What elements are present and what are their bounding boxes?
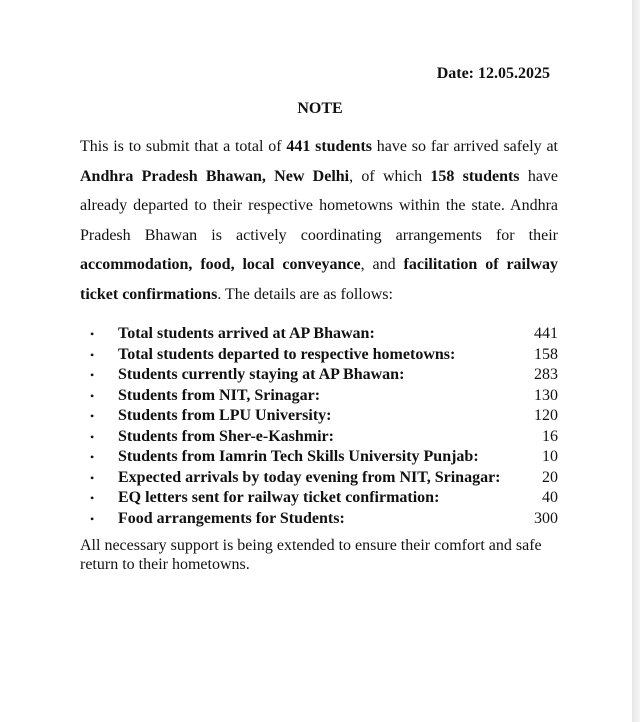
list-item-value: 300 bbox=[534, 509, 558, 527]
intro-text-1: This is to submit that a total of bbox=[80, 138, 287, 155]
bullet-icon: • bbox=[90, 450, 95, 464]
details-list bbox=[90, 324, 558, 529]
intro-bold-arrangements: accommodation, food, local conveyance bbox=[80, 256, 361, 273]
bullet-icon: • bbox=[90, 511, 95, 526]
list-item bbox=[90, 365, 558, 386]
intro-text-5: , and bbox=[360, 256, 404, 273]
intro-paragraph bbox=[80, 132, 558, 309]
intro-bold-railway: facilitation of railway ticket confirmations bbox=[80, 256, 558, 303]
list-item-label: EQ letters sent for railway ticket confirmation: bbox=[118, 489, 440, 506]
list-item bbox=[90, 386, 558, 407]
list-item bbox=[90, 488, 558, 509]
list-item-value: 283 bbox=[534, 366, 558, 383]
bullet-icon: • bbox=[90, 409, 95, 423]
list-item-value: 10 bbox=[542, 448, 558, 465]
list-item-value: 20 bbox=[542, 468, 558, 486]
list-item-label: Students from LPU University: bbox=[118, 407, 332, 424]
closing-paragraph: All necessary support is being extended to ensure their comfort and safe return to their hometowns. bbox=[80, 537, 542, 573]
list-item-value: 16 bbox=[542, 427, 558, 445]
intro-bold-students-departed: 158 students bbox=[430, 167, 520, 185]
list-item-value: 441 bbox=[534, 325, 558, 342]
intro-text-3: , of which bbox=[349, 167, 431, 185]
bullet-icon: • bbox=[90, 368, 95, 382]
document-title: NOTE bbox=[297, 100, 343, 117]
list-item-label: Students currently staying at AP Bhawan: bbox=[118, 366, 405, 383]
intro-text-2: have so far arrived safely at bbox=[372, 138, 559, 155]
list-item-value: 40 bbox=[542, 489, 558, 506]
intro-bold-students-arrived: 441 students bbox=[286, 138, 373, 155]
list-item bbox=[90, 345, 558, 366]
intro-bold-location: Andhra Pradesh Bhawan, New Delhi bbox=[80, 167, 350, 185]
list-item bbox=[90, 509, 558, 530]
list-item-label: Total students departed to respective hometowns: bbox=[118, 345, 456, 363]
list-item-label: Total students arrived at AP Bhawan: bbox=[118, 325, 375, 342]
list-item-label: Food arrangements for Students: bbox=[118, 509, 345, 527]
list-item bbox=[90, 324, 558, 345]
list-item-label: Expected arrivals by today evening from NIT, Srinagar: bbox=[118, 468, 501, 486]
list-item bbox=[90, 468, 558, 489]
bullet-icon: • bbox=[90, 388, 95, 403]
bullet-icon: • bbox=[90, 470, 95, 485]
list-item-label: Students from NIT, Srinagar: bbox=[118, 386, 321, 404]
page-edge-shadow bbox=[632, 0, 640, 722]
bullet-icon: • bbox=[90, 429, 95, 444]
list-item-value: 120 bbox=[534, 407, 558, 424]
list-item-value: 158 bbox=[534, 345, 558, 363]
intro-text-6: . The details are as follows: bbox=[217, 285, 393, 303]
bullet-icon: • bbox=[90, 491, 95, 505]
list-item bbox=[90, 427, 558, 448]
document-date: Date: 12.05.2025 bbox=[436, 65, 550, 82]
list-item bbox=[90, 406, 558, 427]
intro-text-4: have already departed to their respective hometowns within the state. Andhra Pradesh Bhawan is actively coordinating arrangements for their bbox=[80, 167, 559, 244]
bullet-icon: • bbox=[90, 347, 95, 362]
list-item bbox=[90, 447, 558, 468]
list-item-label: Students from Sher-e-Kashmir: bbox=[118, 427, 334, 445]
bullet-icon: • bbox=[90, 327, 95, 341]
list-item-value: 130 bbox=[534, 386, 558, 404]
list-item-label: Students from Iamrin Tech Skills University Punjab: bbox=[118, 448, 479, 465]
